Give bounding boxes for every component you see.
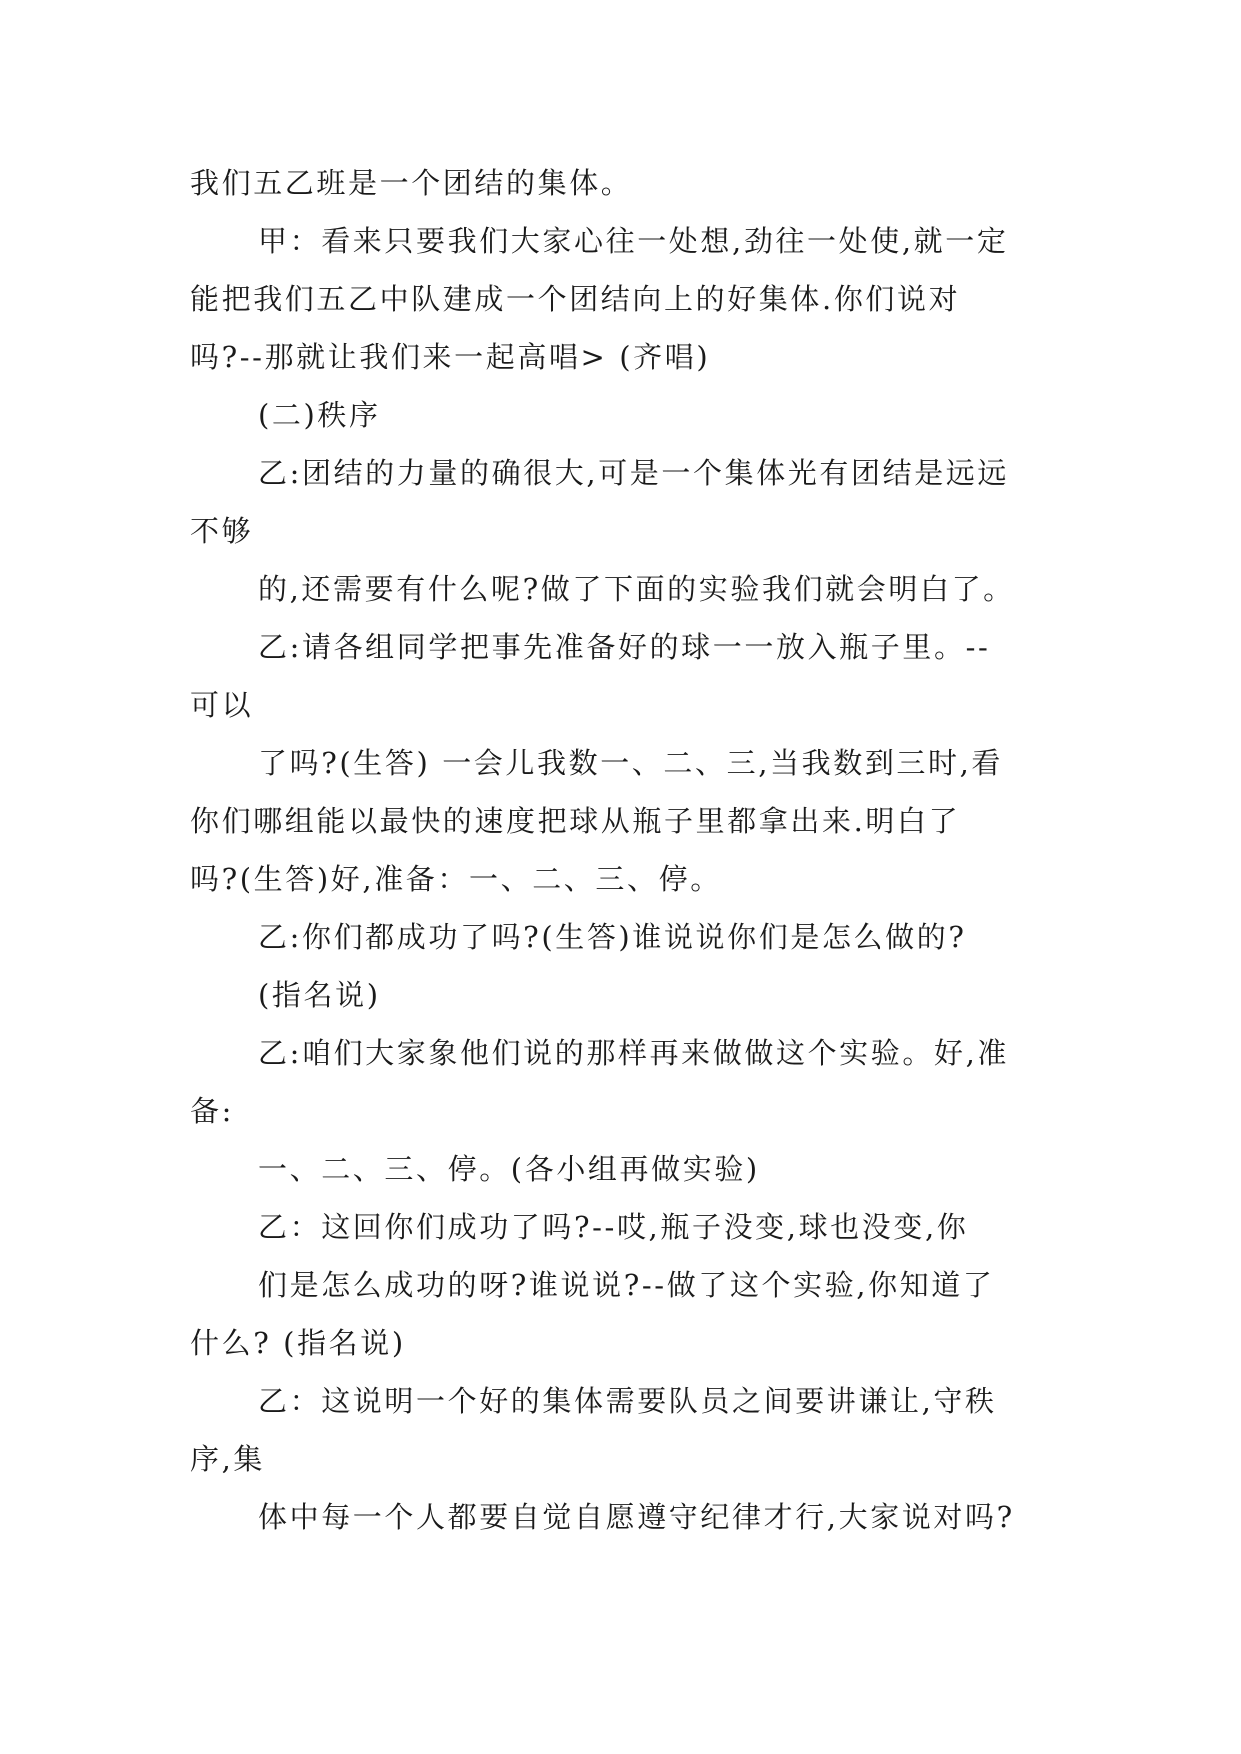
text-line: 乙：这回你们成功了吗?--哎,瓶子没变,球也没变,你 — [258, 1210, 969, 1244]
text-line: 吗?(生答)好,准备：一、二、三、停。 — [190, 862, 722, 896]
text-line: 一、二、三、停。(各小组再做实验) — [258, 1152, 760, 1186]
text-line: 乙:团结的力量的确很大,可是一个集体光有团结是远远 — [258, 456, 1009, 490]
text-line: 能把我们五乙中队建成一个团结向上的好集体.你们说对 — [190, 282, 961, 316]
text-line: 们是怎么成功的呀?谁说说?--做了这个实验,你知道了 — [258, 1268, 995, 1302]
text-line: 乙：这说明一个好的集体需要队员之间要讲谦让,守秩 — [258, 1384, 997, 1418]
text-line: 的,还需要有什么呢?做了下面的实验我们就会明白了。 — [258, 572, 1015, 606]
text-line: 体中每一个人都要自觉自愿遵守纪律才行,大家说对吗? — [258, 1500, 1015, 1534]
text-line: 乙:咱们大家象他们说的那样再来做做这个实验。好,准 — [258, 1036, 1009, 1070]
text-line: (二)秩序 — [258, 398, 381, 432]
text-line: 你们哪组能以最快的速度把球从瓶子里都拿出来.明白了 — [190, 804, 961, 838]
text-line: 乙:请各组同学把事先准备好的球一一放入瓶子里。-- — [258, 630, 991, 664]
text-line: 序,集 — [190, 1442, 266, 1476]
text-line: 不够 — [190, 514, 254, 548]
text-line: 甲：看来只要我们大家心往一处想,劲往一处使,就一定 — [258, 224, 1009, 258]
text-line: 可以 — [190, 688, 254, 722]
text-line: 我们五乙班是一个团结的集体。 — [190, 166, 633, 200]
text-line: (指名说) — [258, 978, 381, 1012]
text-line: 备: — [190, 1094, 234, 1128]
text-line: 乙:你们都成功了吗?(生答)谁说说你们是怎么做的? — [258, 920, 967, 954]
text-line: 了吗?(生答) 一会儿我数一、二、三,当我数到三时,看 — [258, 746, 1004, 780]
text-line: 吗?--那就让我们来一起高唱> (齐唱) — [190, 340, 711, 374]
document-body — [190, 154, 1070, 1546]
text-line: 什么? (指名说) — [190, 1326, 406, 1360]
